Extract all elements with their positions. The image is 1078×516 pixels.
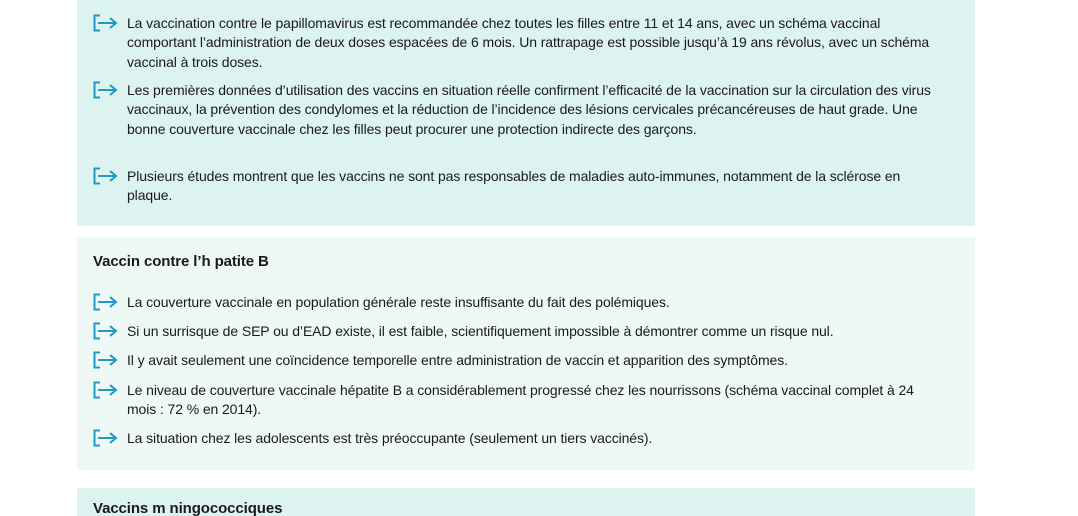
section-heading: Vaccin contre l’h patite B (93, 253, 269, 270)
meningococcal-section (77, 488, 975, 516)
section-heading: Vaccins m ningococciques (93, 500, 283, 516)
list-item-text: Les premières données d’utilisation des vaccins en situation réelle confirment l’efficacité de la vaccination sur la circulation des virus vaccinaux, la prévention des condylomes et la réduction de l’incidence des lésions cervicales précancéreuses de haut grade. Une bonne couverture vaccinale chez les filles peut procurer une protection indirecte des garçons. (127, 82, 931, 137)
list-item-text: Plusieurs études montrent que les vaccins ne sont pas responsables de maladies auto-immunes, notamment de la sclérose en plaque. (127, 168, 901, 204)
arrow-right-bracket-icon (93, 381, 119, 399)
arrow-right-bracket-icon (93, 167, 119, 185)
arrow-right-bracket-icon (93, 293, 119, 311)
list-item-text: Le niveau de couverture vaccinale hépatite B a considérablement progressé chez les nourrissons (schéma vaccinal complet à 24 mois : 72 % en 2014). (127, 382, 914, 418)
arrow-right-bracket-icon (93, 322, 119, 340)
arrow-right-bracket-icon (93, 429, 119, 447)
hepatitis-b-section (77, 237, 975, 470)
list-item-text: Si un surrisque de SEP ou d’EAD existe, il est faible, scientifiquement impossible à démontrer comme un risque nul. (127, 323, 834, 339)
arrow-right-bracket-icon (93, 81, 119, 99)
list-item-text: La vaccination contre le papillomavirus est recommandée chez toutes les filles entre 11 et 14 ans, avec un schéma vaccinal comportant l’administration de deux doses espacées de 6 mois. Un rattrapage est possible jusqu’à 19 ans révolus, avec un schéma vaccinal à trois doses. (127, 15, 930, 70)
hpv-section (77, 0, 975, 226)
list-item-text: Il y avait seulement une coïncidence temporelle entre administration de vaccin et apparition des symptômes. (127, 352, 788, 368)
arrow-right-bracket-icon (93, 351, 119, 369)
arrow-right-bracket-icon (93, 14, 119, 32)
list-item-text: La couverture vaccinale en population générale reste insuffisante du fait des polémiques. (127, 294, 670, 310)
list-item-text: La situation chez les adolescents est très préoccupante (seulement un tiers vaccinés). (127, 430, 653, 446)
